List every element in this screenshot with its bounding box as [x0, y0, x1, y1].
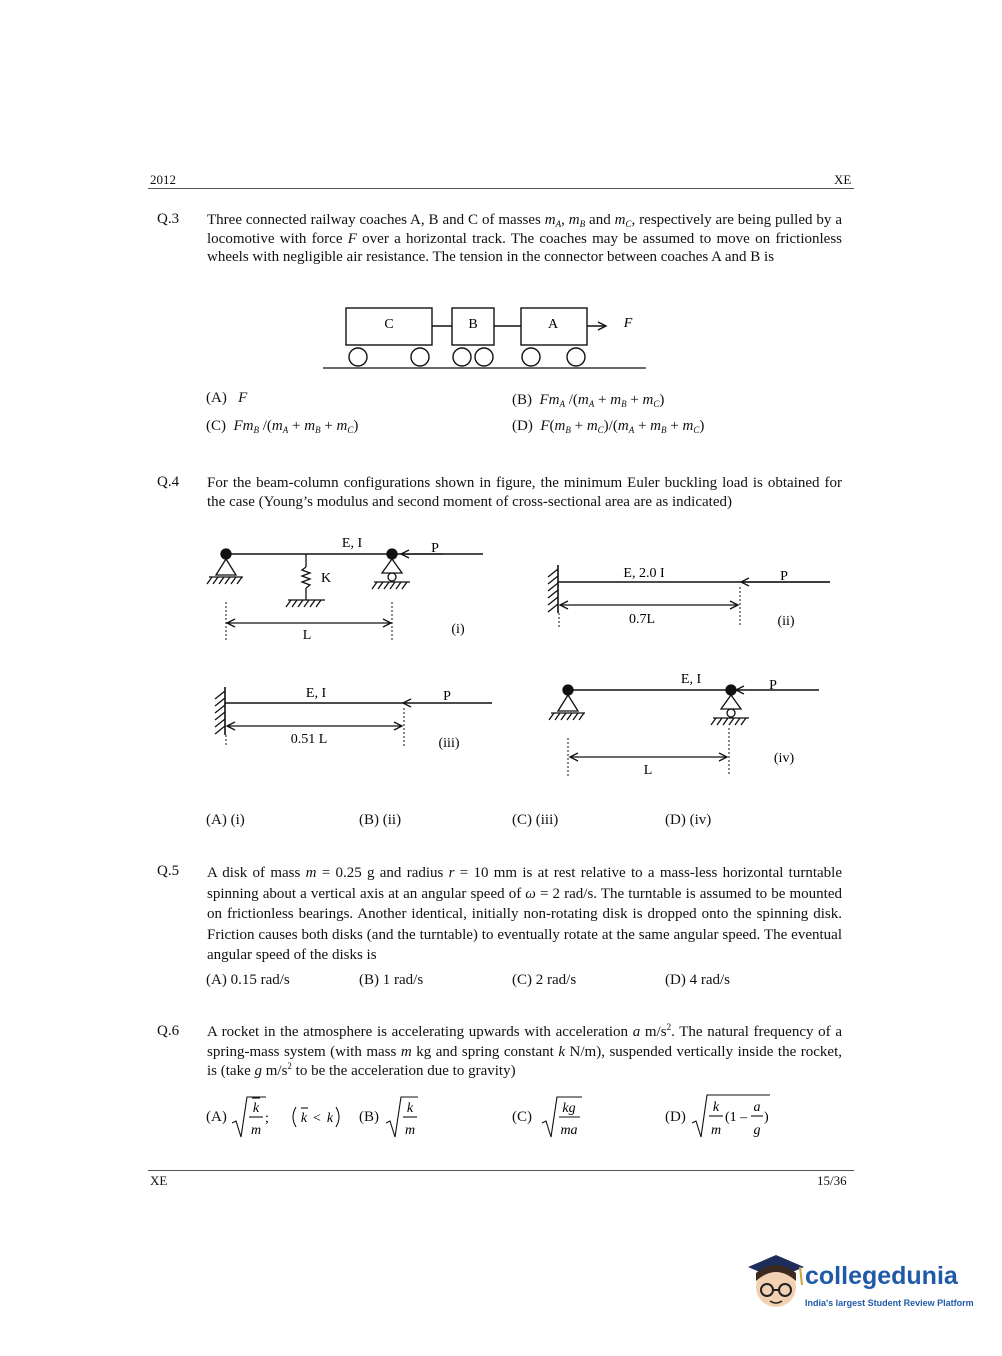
q4-figure-iii: [200, 680, 500, 755]
q4-text: For the beam-column configurations shown in figure, the minimum Euler buckling load is obtained for the case (Young’s modulus and second moment of cross-sectional area are as indicated): [207, 475, 842, 510]
coach-b-label: B: [468, 317, 478, 332]
q5-option-a: (A) 0.15 rad/s: [206, 972, 290, 988]
footer-paper-code: XE: [150, 1173, 168, 1188]
q4-option-c: (C) (iii): [512, 812, 559, 828]
fig-iii-load-label: P: [443, 689, 451, 704]
coach-a-label: A: [547, 317, 559, 332]
q6-number: Q.6: [157, 1023, 180, 1039]
q5-option-c: (C) 2 rad/s: [512, 972, 577, 988]
q5-number: Q.5: [157, 863, 180, 879]
svg-text:;: ;: [265, 1111, 269, 1126]
q6-option-a-formula: [230, 1093, 350, 1143]
fig-iv-tag: (iv): [773, 751, 795, 766]
fig-ii-tag: (ii): [777, 614, 795, 629]
svg-text:kg: kg: [562, 1101, 576, 1116]
fig-i-load-label: P: [431, 541, 439, 556]
svg-text:<: <: [313, 1111, 321, 1126]
q6-option-c-label: (C): [512, 1109, 532, 1125]
q3-coaches-figure: [318, 300, 658, 375]
fig-i-ei-label: E, I: [341, 536, 363, 551]
fig-ii-length-label: 0.7L: [628, 612, 656, 627]
q3-option-d: (D) $F(m_B + m_C)/(m_A + m_B + m_C)$: [512, 418, 705, 435]
svg-text:g: g: [753, 1123, 761, 1138]
svg-text:k: k: [300, 1111, 308, 1126]
q4-option-b: (B) (ii): [359, 812, 402, 828]
q4-option-a: (A) (i): [206, 812, 245, 828]
collegedunia-tagline: India's largest Student Review Platform: [805, 1298, 974, 1308]
svg-text:k: k: [252, 1101, 260, 1116]
fig-iii-ei-label: E, I: [305, 686, 327, 701]
q3-option-b: (B) $Fm_A$ $/(m_A + m_B + m_C)$: [512, 392, 665, 409]
header-paper-code: XE: [834, 172, 852, 187]
footer-page-number: 15/36: [817, 1173, 847, 1188]
q6-option-a-label: (A): [206, 1109, 227, 1125]
footer-rule: [148, 1170, 854, 1171]
fig-iv-ei-label: E, I: [680, 672, 702, 687]
svg-text:m: m: [250, 1123, 262, 1138]
q5-text: A disk of mass m = 0.25 g and radius r = 10 mm is at rest relative to a mass-less horizontal turntable spinning about a vertical axis at an angular speed of ω = 2 rad/s. The turntable is assumed to be mounted on frictionless bearings. Another identical, initially non-rotating disk is dropped onto the spinning disk. Friction causes both disks (and the turntable) to eventually rotate at the same angular speed. The eventual angular speed of the disks is: [207, 865, 842, 963]
q4-figure-ii: [540, 555, 840, 635]
coach-c-label: C: [384, 317, 394, 332]
q6-option-b-label: (B): [359, 1109, 379, 1125]
svg-text:k: k: [712, 1100, 720, 1115]
svg-text:m: m: [404, 1123, 416, 1138]
q5-option-d: (D) 4 rad/s: [665, 972, 730, 988]
q4-figure-iv: [535, 668, 835, 780]
q4-option-d: (D) (iv): [665, 812, 712, 828]
q4-number: Q.4: [157, 474, 180, 490]
q3-option-a: (A) F: [206, 390, 248, 406]
fig-iii-length-label: 0.51 L: [290, 732, 328, 747]
fig-iii-tag: (iii): [438, 736, 460, 751]
q6-text: A rocket in the atmosphere is accelerating upwards with acceleration a $m/s^2$. The natural frequency of a spring-mass system (with mass m kg and spring constant k N/m), suspended vertically inside the rocket, is (take g $m/s^2$ to be the acceleration due to gravity): [207, 1022, 842, 1079]
q3-text: Three connected railway coaches A, B and C of masses $m_A$, $m_B$ and $m_C$, respectively are being pulled by a locomotive with force F over a horizontal track. The coaches may be assumed to move on frictionless wheels with negligible air resistance. The tension in the connector between coaches A and B is: [207, 212, 842, 265]
svg-text:k: k: [406, 1101, 414, 1116]
collegedunia-logo-name: collegedunia: [805, 1262, 958, 1290]
header-year: 2012: [150, 172, 176, 187]
svg-text:k: k: [326, 1111, 334, 1126]
svg-text:(1 –: (1 –: [725, 1110, 748, 1125]
q6-option-d-formula: [690, 1091, 780, 1143]
fig-i-length-label: L: [302, 628, 312, 643]
svg-text:ma: ma: [560, 1123, 578, 1138]
fig-i-spring-label: K: [321, 571, 332, 586]
header-rule: [148, 188, 854, 189]
collegedunia-mascot-icon: [740, 1245, 810, 1315]
force-label: F: [623, 316, 633, 331]
q6-option-c-formula: [540, 1093, 590, 1143]
svg-text:a: a: [753, 1100, 761, 1115]
fig-iv-length-label: L: [643, 763, 653, 778]
q3-number: Q.3: [157, 211, 180, 227]
q6-option-b-formula: [384, 1093, 424, 1143]
q4-figure-i: [195, 530, 495, 645]
fig-iv-load-label: P: [769, 678, 777, 693]
fig-ii-load-label: P: [780, 569, 788, 584]
fig-ii-ei-label: E, 2.0 I: [623, 566, 665, 581]
fig-i-tag: (i): [451, 622, 465, 637]
q6-option-d-label: (D): [665, 1109, 686, 1125]
q3-option-c: (C) $Fm_B$ $/(m_A + m_B + m_C)$: [206, 418, 359, 435]
svg-text:): ): [764, 1110, 769, 1125]
q5-option-b: (B) 1 rad/s: [359, 972, 424, 988]
svg-text:m: m: [710, 1123, 722, 1138]
